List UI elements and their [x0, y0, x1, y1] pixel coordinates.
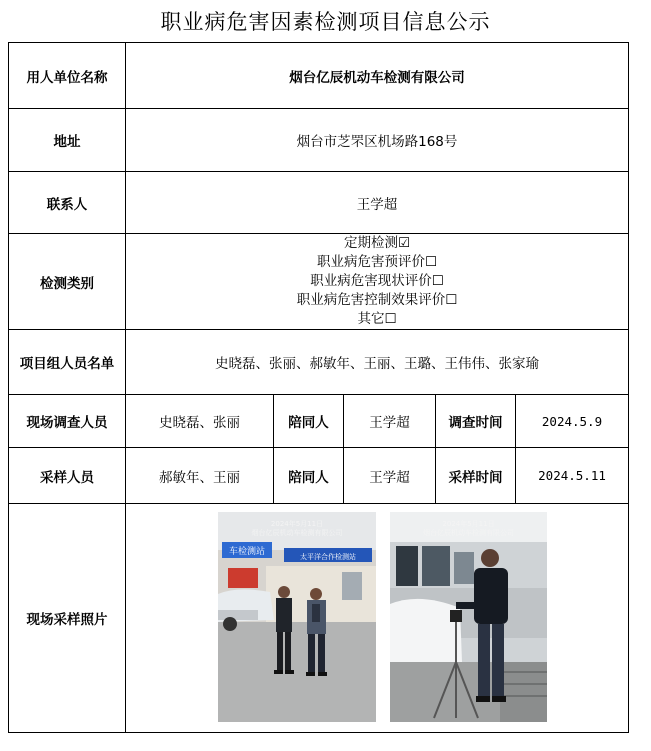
photos-label: 现场采样照片: [9, 504, 126, 733]
team-value: 史晓磊、张丽、郝敏年、王丽、王璐、王伟伟、张家瑜: [126, 330, 629, 395]
survey-time-value: 2024.5.9: [516, 395, 629, 448]
page-title: 职业病危害因素检测项目信息公示: [160, 10, 491, 34]
address-value: 烟台市芝罘区机场路168号: [126, 109, 629, 172]
category-item: 职业病危害预评价☐: [316, 254, 438, 270]
photo-icon: [218, 512, 376, 722]
sampling-staff-value: 郝敏年、王丽: [126, 448, 274, 504]
sampling-staff-label: 采样人员: [9, 448, 126, 504]
sampling-accompany-value: 王学超: [344, 448, 436, 504]
category-item: 其它☐: [357, 311, 397, 327]
category-item: 职业病危害现状评价☐: [310, 273, 444, 289]
photo-watermark: 2024年5月11日 烟台亿辰机动车检测有限公司: [423, 520, 514, 537]
sign-text: 车检测站: [228, 547, 266, 557]
employer-value: 烟台亿辰机动车检测有限公司: [126, 43, 629, 109]
category-item: 定期检测☑: [343, 235, 411, 251]
survey-accompany-value: 王学超: [344, 395, 436, 448]
survey-staff-label: 现场调查人员: [9, 395, 126, 448]
sampling-time-label: 采样时间: [436, 448, 516, 504]
banner-text: 太平洋合作检测站: [300, 553, 356, 561]
photos-cell: [126, 504, 629, 733]
photo-watermark: 2024年5月11日 烟台亿辰机动车检测有限公司: [251, 520, 343, 537]
sampling-accompany-label: 陪同人: [274, 448, 344, 504]
contact-label: 联系人: [9, 172, 126, 234]
photo-icon: [390, 512, 547, 722]
survey-accompany-label: 陪同人: [274, 395, 344, 448]
category-label: 检测类别: [9, 234, 126, 330]
category-list: [126, 234, 629, 330]
category-item: 职业病危害控制效果评价☐: [296, 292, 458, 308]
address-label: 地址: [9, 109, 126, 172]
info-table: [8, 42, 629, 733]
team-label: 项目组人员名单: [9, 330, 126, 395]
sampling-time-value: 2024.5.11: [516, 448, 629, 504]
employer-label: 用人单位名称: [9, 43, 126, 109]
survey-staff-value: 史晓磊、张丽: [126, 395, 274, 448]
sampling-photo-1: [218, 512, 376, 722]
contact-value: 王学超: [126, 172, 629, 234]
sampling-photo-2: [390, 512, 547, 722]
survey-time-label: 调查时间: [436, 395, 516, 448]
